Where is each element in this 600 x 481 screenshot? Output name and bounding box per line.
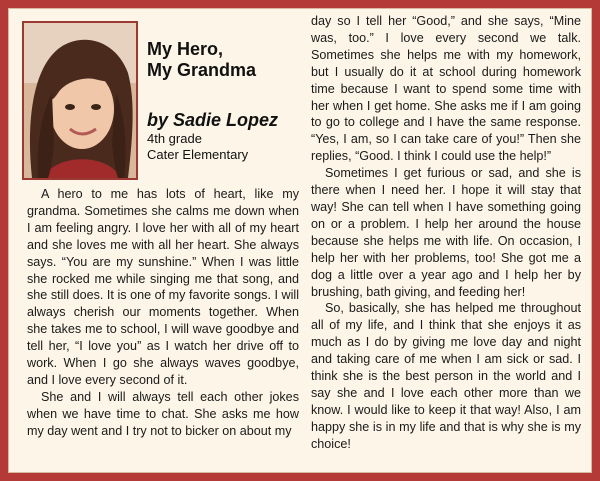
author-school: Cater Elementary	[147, 147, 249, 162]
left-text-column	[27, 186, 299, 440]
right-text-column	[311, 13, 581, 453]
article-title-line-1: My Hero,	[147, 39, 224, 59]
author-photo	[22, 21, 138, 180]
paragraph: Sometimes I get furious or sad, and she is there when I need her. I hope it will stay that way! She can tell when I have something going on or a problem. I help her around the house because she helps me with life. On occasion, I help her with her problems, too! She got me a dog a little over a year ago and I help her by brushing, bath giving, and feeding her!	[311, 166, 581, 299]
paragraph: So, basically, she has helped me throughout all of my life, and I think that she enjoys it as much as I do by giving me love day and night and taking care of me when I am sick or sad. I think she is the best person in the world and I say she and I love each other more than we know. I would like to keep it that way! Also, I am happy she is in my life and that is why she is my choice!	[311, 301, 581, 451]
paragraph: day so I tell her “Good,” and she says, “Mine was, too.” I love every second we talk. Sometimes she helps me with my homework, but I usually do it at school during homework time because I want to spend some time with her when I get home. She asks me if I am going to go to college and I have the same response. “Yes, I am, so I can take care of you!” Then she replies, “Good. I think I could use the help!”	[311, 14, 581, 164]
paragraph: She and I will always tell each other jokes when we have time to chat. She asks me how my day went and I try not to bicker on about my	[27, 389, 299, 438]
article-title-line-2: My Grandma	[147, 60, 257, 80]
author-byline: by Sadie Lopez	[147, 110, 279, 130]
article-page	[8, 8, 592, 473]
portrait-illustration	[24, 23, 136, 178]
paragraph: A hero to me has lots of heart, like my grandma. Sometimes she calms me down when I am feeling angry. I love her with all of my heart and she loves me with all her heart. She always says. “You are my sunshine.” When I was little she rocked me while singing me that song, and she still does. It is one of my favorite songs. I will always cherish our moments together. When she takes me to school, I will wave goodbye and tell her, “I love you” as I watch her drive off to work. When I go she always waves goodbye, and I love every second of it.	[27, 187, 299, 387]
article-header	[147, 39, 297, 163]
author-grade: 4th grade	[147, 131, 202, 146]
